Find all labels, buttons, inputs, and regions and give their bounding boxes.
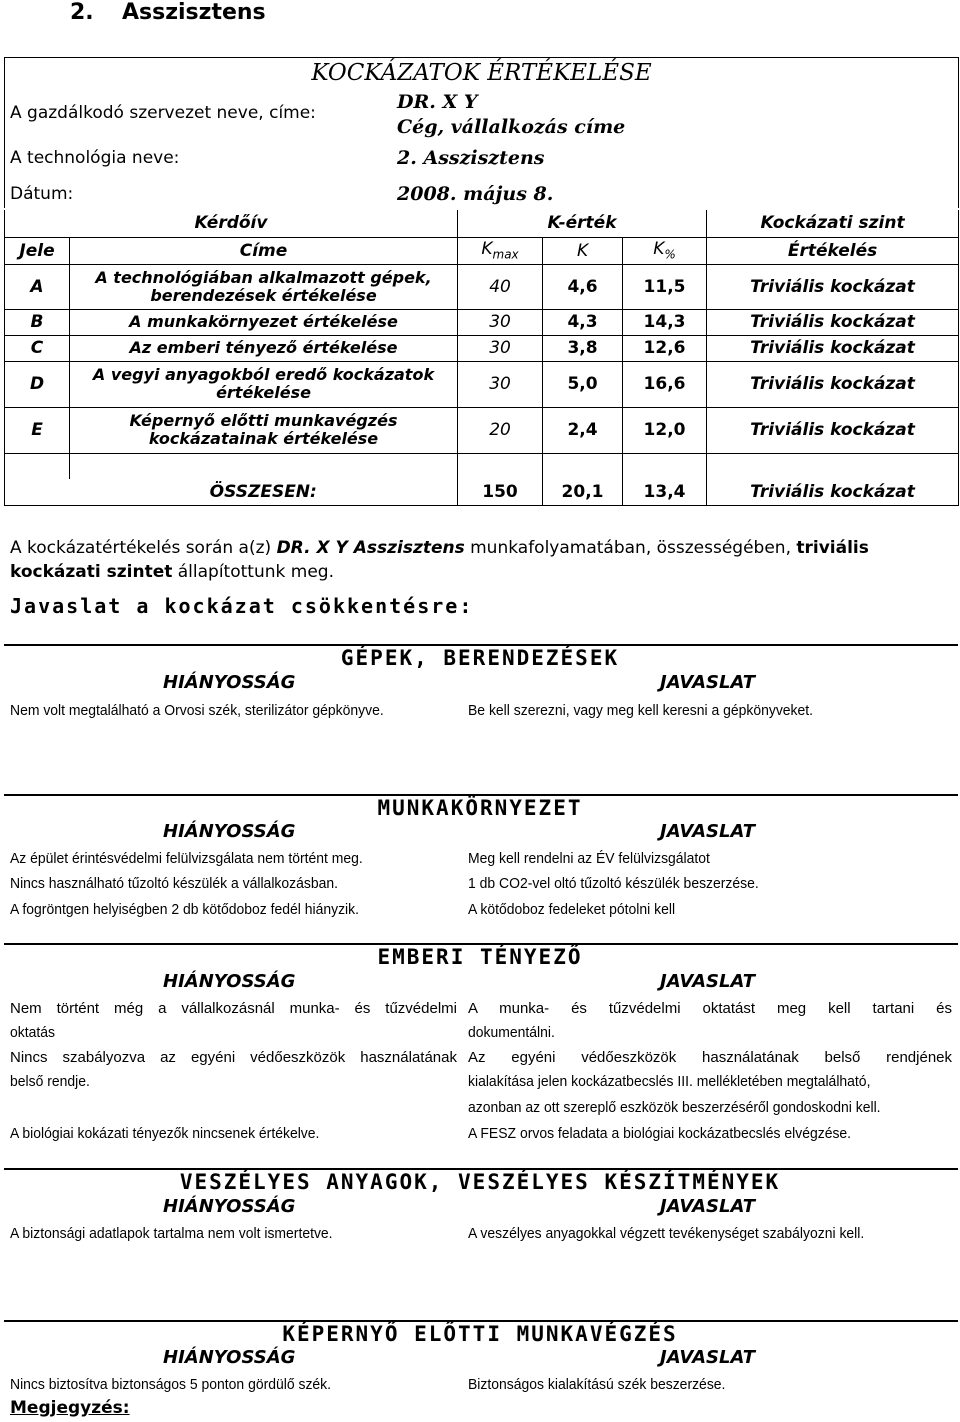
org-label: A gazdálkodó szervezet neve, címe:	[10, 103, 316, 123]
org-name: DR. X Y	[397, 91, 478, 113]
proposal-label: JAVASLAT	[660, 1196, 755, 1217]
row-kmax: 40	[458, 264, 543, 309]
row-code: B	[5, 309, 70, 335]
proposal-item: dokumentálni.	[468, 1024, 555, 1041]
col-header-kpct: $K_{\%}$	[623, 237, 707, 264]
deficiency-item: belső rendje.	[10, 1073, 90, 1090]
table-total-row	[5, 479, 959, 505]
table-row	[5, 335, 959, 361]
row-eval: Triviális kockázat	[707, 309, 959, 335]
risk-table	[4, 210, 959, 506]
col-header-title: Címe	[70, 237, 458, 264]
deficiency-label: HIÁNYOSSÁG	[163, 821, 296, 842]
proposal-label: JAVASLAT	[660, 672, 755, 693]
deficiency-item: A biológiai kokázati tényezők nincsenek értékelve.	[10, 1125, 320, 1142]
row-title: A vegyi anyagokból eredő kockázatok értékelése	[70, 361, 458, 407]
row-k: 3,8	[543, 335, 623, 361]
total-eval: Triviális kockázat	[707, 479, 959, 505]
deficiency-label: HIÁNYOSSÁG	[163, 672, 296, 693]
total-k: 20,1	[543, 479, 623, 505]
deficiency-item: Nincs biztosítva biztonságos 5 ponton gördülő szék.	[10, 1376, 332, 1393]
proposal-item: Biztonságos kialakítású szék beszerzése.	[468, 1376, 726, 1393]
col-header-kmax: $K_{max}$	[458, 237, 543, 264]
section-title: Asszisztens	[122, 0, 266, 25]
total-kmax: 150	[458, 479, 543, 505]
table-spacer-row	[5, 453, 959, 479]
date-value: 2008. május 8.	[397, 183, 554, 205]
proposal-item: Az egyéni védőeszközök használatának belső rendjének	[468, 1049, 952, 1066]
row-kpct: 12,0	[623, 407, 707, 453]
row-kpct: 11,5	[623, 264, 707, 309]
col-header-eval: Értékelés	[707, 237, 959, 264]
proposal-label: JAVASLAT	[660, 821, 755, 842]
proposal-item: kialakítása jelen kockázatbecslés III. mellékletében megtalálható,	[468, 1073, 871, 1090]
group-header-questionnaire: Kérdőív	[5, 210, 458, 237]
row-kpct: 16,6	[623, 361, 707, 407]
row-kpct: 14,3	[623, 309, 707, 335]
col-header-code: Jele	[5, 237, 70, 264]
row-eval: Triviális kockázat	[707, 361, 959, 407]
deficiency-label: HIÁNYOSSÁG	[163, 1196, 296, 1217]
deficiency-item: Nincs szabályozva az egyéni védőeszközök használatának	[10, 1049, 457, 1066]
proposal-item: azonban az ott szereplő eszközök beszerzéséről gondoskodni kell.	[468, 1099, 881, 1116]
group-header-k-value: K-érték	[458, 210, 707, 237]
group-header-risk-level: Kockázati szint	[707, 210, 959, 237]
row-k: 5,0	[543, 361, 623, 407]
table-row	[5, 361, 959, 407]
proposal-heading: Javaslat a kockázat csökkentésre:	[10, 594, 474, 618]
tech-label: A technológia neve:	[10, 148, 180, 168]
proposal-item: A munka- és tűzvédelmi oktatást meg kell tartani és	[468, 1000, 952, 1017]
summary-paragraph: A kockázatértékelés során a(z) DR. X Y Asszisztens munkafolyamatában, összességében, triviális kockázati szintet állapítottunk meg.	[10, 538, 869, 582]
deficiency-item: Nem volt megtalálható a Orvosi szék, sterilizátor gépkönyve.	[10, 702, 384, 719]
section-number: 2.	[70, 0, 94, 25]
proposal-item: Meg kell rendelni az ÉV felülvizsgálatot	[468, 850, 710, 867]
row-code: E	[5, 407, 70, 453]
section-title-screen: KÉPERNYŐ ELŐTTI MUNKAVÉGZÉS	[282, 1322, 678, 1346]
proposal-item: A FESZ orvos feladata a biológiai kockázatbecslés elvégzése.	[468, 1125, 852, 1142]
proposal-label: JAVASLAT	[660, 971, 755, 992]
total-kpct: 13,4	[623, 479, 707, 505]
deficiency-item: Az épület érintésvédelmi felülvizsgálata nem történt meg.	[10, 850, 363, 867]
deficiency-item: Nincs használható tűzoltó készülék a vállalkozásban.	[10, 875, 339, 892]
row-title: Az emberi tényező értékelése	[70, 335, 458, 361]
row-title: Képernyő előtti munkavégzés kockázatainak értékelése	[70, 407, 458, 453]
section-title-human: EMBERI TÉNYEZŐ	[377, 945, 583, 969]
row-kpct: 12,6	[623, 335, 707, 361]
deficiency-label: HIÁNYOSSÁG	[163, 971, 296, 992]
row-kmax: 30	[458, 309, 543, 335]
deficiency-label: HIÁNYOSSÁG	[163, 1347, 296, 1368]
row-kmax: 30	[458, 361, 543, 407]
table-row	[5, 407, 959, 453]
row-k: 2,4	[543, 407, 623, 453]
table-row	[5, 309, 959, 335]
deficiency-item: oktatás	[10, 1024, 55, 1041]
proposal-item: 1 db CO2-vel oltó tűzoltó készülék beszerzése.	[468, 875, 759, 892]
deficiency-item: A biztonsági adatlapok tartalma nem volt ismertetve.	[10, 1225, 333, 1242]
row-code: D	[5, 361, 70, 407]
tech-value: 2. Asszisztens	[397, 147, 545, 169]
proposal-item: A kötődoboz fedeleket pótolni kell	[468, 901, 676, 918]
section-title-machines: GÉPEK, BERENDEZÉSEK	[340, 646, 620, 670]
col-header-k: K	[543, 237, 623, 264]
note-label: Megjegyzés:	[10, 1398, 130, 1418]
row-eval: Triviális kockázat	[707, 335, 959, 361]
total-label: ÖSSZESEN:	[70, 479, 458, 505]
proposal-item: A veszélyes anyagokkal végzett tevékenységet szabályozni kell.	[468, 1225, 865, 1242]
risk-table-group-header	[5, 210, 959, 237]
table-row	[5, 264, 959, 309]
row-eval: Triviális kockázat	[707, 264, 959, 309]
row-title: A munkakörnyezet értékelése	[70, 309, 458, 335]
deficiency-item: A fogröntgen helyiségben 2 db kötődoboz fedél hiányzik.	[10, 901, 360, 918]
risk-table-col-header	[5, 237, 959, 264]
row-kmax: 20	[458, 407, 543, 453]
row-kmax: 30	[458, 335, 543, 361]
deficiency-item: Nem történt még a vállalkozásnál munka- és tűzvédelmi	[10, 1000, 457, 1017]
section-title-hazardous: VESZÉLYES ANYAGOK, VESZÉLYES KÉSZÍTMÉNYEK	[179, 1170, 781, 1194]
row-code: C	[5, 335, 70, 361]
org-address: Cég, vállalkozás címe	[397, 116, 626, 138]
document-title: KOCKÁZATOK ÉRTÉKELÉSE	[311, 60, 652, 86]
section-heading	[70, 0, 266, 25]
row-title: A technológiában alkalmazott gépek, berendezések értékelése	[70, 264, 458, 309]
section-title-environment: MUNKAKÖRNYEZET	[377, 796, 583, 820]
row-k: 4,3	[543, 309, 623, 335]
proposal-label: JAVASLAT	[660, 1347, 755, 1368]
proposal-item: Be kell szerezni, vagy meg kell keresni a gépkönyveket.	[468, 702, 814, 719]
date-label: Dátum:	[10, 184, 74, 204]
row-k: 4,6	[543, 264, 623, 309]
row-code: A	[5, 264, 70, 309]
row-eval: Triviális kockázat	[707, 407, 959, 453]
